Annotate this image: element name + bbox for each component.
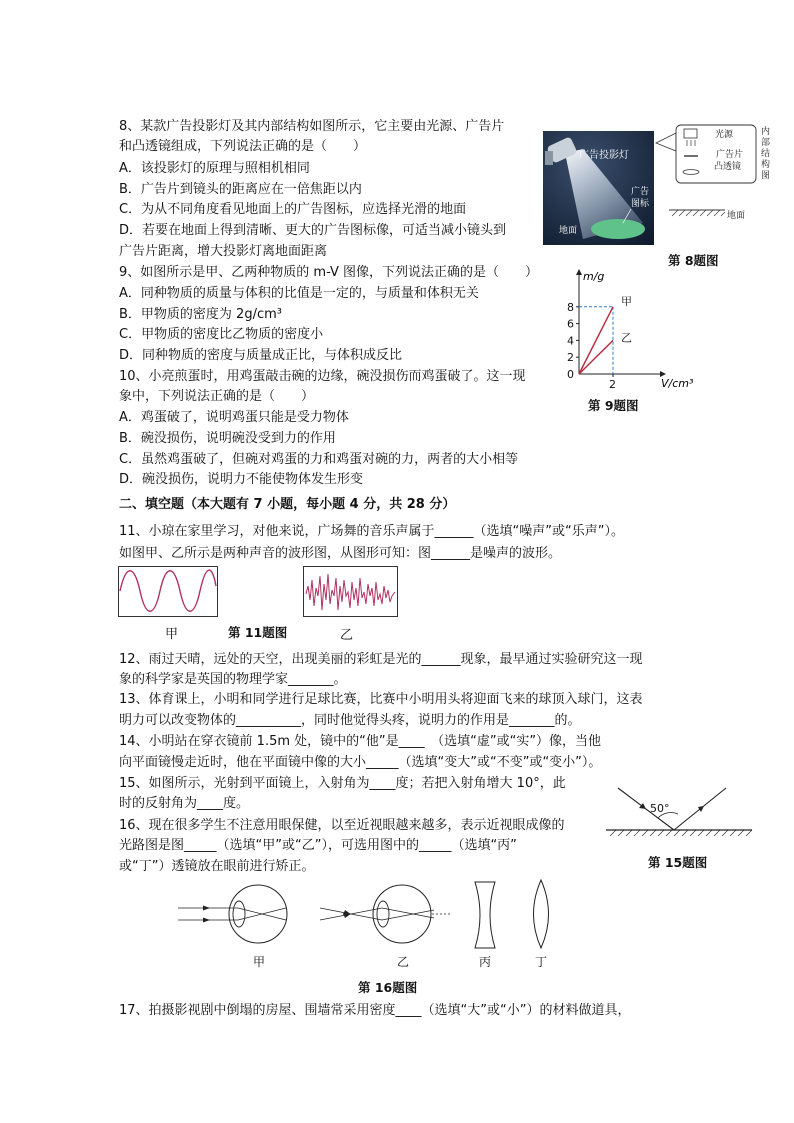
- y-tick-label-8: 8: [567, 300, 574, 314]
- y-axis-label: m/g: [583, 270, 605, 283]
- q10-stem-line1: 10、小亮煎蛋时，用鸡蛋敲击碗的边缘，碗没损伤而鸡蛋破了。这一现: [119, 369, 526, 384]
- x-tick-label-2: 2: [609, 378, 616, 391]
- series-line-1: [579, 307, 613, 374]
- series-line-2: [579, 340, 613, 374]
- q11-label-jia: 甲: [165, 627, 179, 642]
- q11-line2: 如图甲、乙所示是两种声音的波形图，从图形可知：图______是噪声的波形。: [119, 546, 562, 561]
- q8-photo-icon-label1: 广告: [631, 187, 650, 197]
- q8-ground-symbol: [669, 206, 779, 222]
- q16-line1: 16、现在很多学生不注意用眼保健，以至近视眼越来越多，表示近视眼成像的: [119, 818, 565, 833]
- q8-inner-side-3: 结: [761, 149, 771, 159]
- q10-option-d: D．碗没损伤，说明力不能使物体发生形变: [119, 472, 364, 487]
- q9-option-c: C．甲物质的密度比乙物质的密度小: [119, 327, 324, 342]
- q9-option-d: D．同种物质的密度与质量成正比，与体积成反比: [119, 348, 403, 363]
- q11-wave-yi: [303, 566, 398, 617]
- q8-stem-line2: 和凸透镜组成，下列说法正确的是（ ）: [119, 139, 367, 154]
- q16-label-ding: 丁: [535, 955, 548, 969]
- q10-stem-line2: 象中，下列说法正确的是（ ）: [119, 389, 315, 404]
- q8-projector-photo: [543, 131, 654, 245]
- y-tick-label-2: 2: [567, 351, 574, 365]
- q9-caption: 第 9题图: [588, 398, 639, 413]
- q8-option-d-line2: 广告片距离，增大投影灯离地面距离: [119, 244, 328, 259]
- q8-stem-line1: 8、某款广告投影灯及其内部结构如图所示，它主要由光源、广告片: [119, 119, 505, 134]
- q8-photo-title: 广告投影灯: [579, 150, 629, 161]
- q12-line1: 12、雨过天晴，远处的天空，出现美丽的彩虹是光的______现象，最早通过实验研究这一现: [119, 652, 643, 667]
- q16-label-jia: 甲: [253, 955, 266, 969]
- q8-photo-icon-label2: 图标: [631, 199, 650, 209]
- q16-eye-yi: [320, 880, 460, 950]
- q8-photo-ground-label: 地面: [559, 226, 578, 236]
- q9-option-b: B．甲物质的密度为 2g/cm³: [119, 307, 282, 322]
- q16-label-yi: 乙: [397, 955, 410, 969]
- y-tick-label-4: 4: [567, 334, 574, 348]
- q15-caption: 第 15题图: [648, 855, 708, 870]
- q8-inner-side-5: 图: [761, 171, 771, 181]
- q16-eye-jia: [178, 880, 298, 950]
- q13-line1: 13、体育课上，小明和同学进行足球比赛，比赛中小明用头将迎面飞来的球顶入球门，这表: [119, 692, 643, 707]
- q12-line2: 象的科学家是英国的物理学家_______。: [119, 672, 347, 687]
- q10-option-a: A．鸡蛋破了，说明鸡蛋只能是受力物体: [119, 410, 349, 425]
- q16-caption: 第 16题图: [358, 980, 418, 995]
- q14-line1: 14、小明站在穿衣镜前 1.5m 处，镜中的“他”是____ （选填“虚”或“实”）像，当他: [119, 734, 602, 749]
- q11-wave-jia: [118, 566, 218, 617]
- q8-inner-lens-label: 凸透镜: [714, 162, 742, 172]
- q8-inner-film-label: 广告片: [716, 150, 744, 160]
- q13-line2: 明力可以改变物体的__________，同时他觉得头疼，说明力的作用是_______的。: [119, 713, 581, 728]
- q8-inner-source-label: 光源: [715, 130, 734, 140]
- q16-lens-bing: [469, 880, 501, 950]
- section-2-heading: 二、填空题（本大题有 7 小题，每小题 4 分，共 28 分）: [119, 497, 456, 512]
- q9-stem: 9、如图所示是甲、乙两种物质的 m-V 图像，下列说法正确的是（ ）: [119, 265, 539, 280]
- x-axis-label: V/cm³: [661, 377, 694, 390]
- q11-line1: 11、小琼在家里学习，对他来说，广场舞的音乐声属于______（选填“噪声”或“乐声”）。: [119, 524, 624, 539]
- q17-line1: 17、拍摄影视剧中倒塌的房屋、围墙常采用密度____（选填“大”或“小”）的材料做道具，: [119, 1003, 631, 1018]
- q8-inner-side-4: 构: [761, 160, 771, 170]
- q15-line2: 时的反射角为____度。: [119, 796, 250, 811]
- series-label-2: 乙: [621, 331, 632, 345]
- q8-caption: 第 8题图: [668, 253, 719, 268]
- q15-line1: 15、如图所示，光射到平面镜上，入射角为____度；若把入射角增大 10°，此: [119, 776, 566, 791]
- q8-option-d-line1: D．若要在地面上得到清晰、更大的广告图标像，可适当减小镜头到: [119, 223, 507, 238]
- q16-line2: 光路图是图_____（选填“甲”或“乙”），可选用图中的_____（选填“丙”: [119, 838, 517, 853]
- q10-option-c: C．虽然鸡蛋破了，但碗对鸡蛋的力和鸡蛋对碗的力，两者的大小相等: [119, 452, 519, 467]
- q8-ground-label: 地面: [727, 211, 746, 221]
- q8-inner-side-1: 内: [761, 127, 771, 137]
- q9-option-a: A．同种物质的质量与体积的比值是一定的，与质量和体积无关: [119, 286, 479, 301]
- q9-mv-chart: [553, 266, 703, 392]
- q14-line2: 向平面镜慢走近时，他在平面镜中像的大小_____（选填“变大”或“不变”或“变小”）。: [119, 755, 602, 770]
- q8-inner-side-2: 部: [761, 138, 771, 148]
- q8-option-b: B．广告片到镜头的距离应在一倍焦距以内: [119, 182, 362, 197]
- q8-option-c: C．为从不同角度看见地面上的广告图标，应选择光滑的地面: [119, 202, 467, 217]
- q15-mirror-diagram: [606, 778, 756, 838]
- q16-label-bing: 丙: [479, 955, 492, 969]
- q11-label-yi: 乙: [340, 628, 354, 643]
- series-label-1: 甲: [621, 294, 632, 308]
- q8-option-a: A．该投影灯的原理与照相机相同: [119, 161, 310, 176]
- q8-internal-structure: [654, 121, 774, 189]
- q15-angle-label: 50°: [650, 802, 670, 815]
- q16-line3: 或“丁”）透镜放在眼前进行矫正。: [119, 859, 315, 874]
- q11-caption: 第 11题图: [228, 625, 288, 640]
- origin-label: 0: [567, 368, 574, 381]
- q16-lens-ding: [526, 878, 556, 950]
- y-tick-label-6: 6: [567, 317, 574, 331]
- q10-option-b: B．碗没损伤，说明碗没受到力的作用: [119, 431, 336, 446]
